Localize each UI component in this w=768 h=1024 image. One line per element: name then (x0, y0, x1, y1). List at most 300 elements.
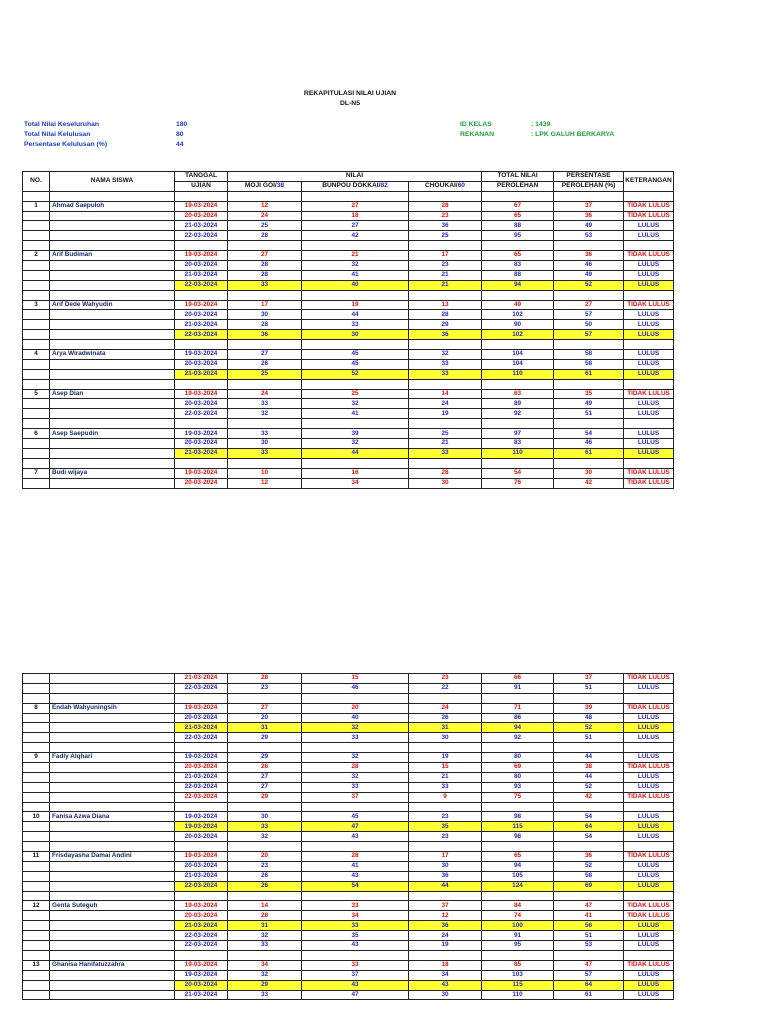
percentage-score: 49 (554, 270, 624, 280)
student-number (23, 683, 50, 693)
empty-cell (302, 842, 409, 852)
moji-goi-score: 23 (228, 683, 302, 693)
student-name (50, 270, 175, 280)
choukai-score: 18 (409, 960, 482, 970)
percentage-score: 42 (554, 478, 624, 488)
empty-cell (175, 379, 228, 389)
remark: LULUS (624, 822, 674, 832)
spacer-row (23, 290, 674, 300)
total-score: 124 (482, 881, 554, 891)
remark: TIDAK LULUS (624, 389, 674, 399)
exam-date: 21-03-2024 (175, 674, 228, 684)
remark: LULUS (624, 772, 674, 782)
student-name (50, 231, 175, 241)
exam-date: 22-03-2024 (175, 330, 228, 340)
total-score: 69 (482, 763, 554, 773)
info-total-label: Total Nilai Keseluruhan (24, 121, 100, 128)
student-number: 13 (23, 960, 50, 970)
choukai-score: 17 (409, 251, 482, 261)
bunpou-dokkai-score: 47 (302, 990, 409, 1000)
empty-cell (409, 290, 482, 300)
choukai-score: 23 (409, 812, 482, 822)
empty-cell (228, 891, 302, 901)
choukai-score: 22 (409, 683, 482, 693)
choukai-score: 21 (409, 270, 482, 280)
percentage-score: 51 (554, 931, 624, 941)
moji-goi-score: 26 (228, 881, 302, 891)
remark: LULUS (624, 261, 674, 271)
student-number (23, 439, 50, 449)
empty-cell (23, 191, 50, 201)
bunpou-dokkai-score: 21 (302, 251, 409, 261)
student-number (23, 359, 50, 369)
percentage-score: 46 (554, 261, 624, 271)
bunpou-dokkai-score: 44 (302, 310, 409, 320)
empty-cell (23, 950, 50, 960)
table-row (23, 881, 674, 891)
student-number (23, 330, 50, 340)
remark: TIDAK LULUS (624, 201, 674, 211)
empty-cell (554, 340, 624, 350)
info-percent-label: Persentase Kelulusan (%) (24, 141, 108, 148)
bunpou-dokkai-score: 34 (302, 478, 409, 488)
bunpou-dokkai-score: 32 (302, 439, 409, 449)
exam-date: 21-03-2024 (175, 723, 228, 733)
percentage-score: 58 (554, 871, 624, 881)
student-name: Fanisa Azwa Diana (50, 812, 175, 822)
student-number (23, 369, 50, 379)
bunpou-dokkai-score: 41 (302, 409, 409, 419)
exam-date: 21-03-2024 (175, 921, 228, 931)
bunpou-dokkai-score: 28 (302, 852, 409, 862)
exam-date: 19-03-2024 (175, 703, 228, 713)
student-number: 3 (23, 300, 50, 310)
choukai-score: 19 (409, 753, 482, 763)
percentage-score: 64 (554, 980, 624, 990)
empty-cell (302, 950, 409, 960)
student-number: 2 (23, 251, 50, 261)
total-score: 83 (482, 261, 554, 271)
bunpou-dokkai-score: 27 (302, 221, 409, 231)
remark: LULUS (624, 861, 674, 871)
exam-date: 22-03-2024 (175, 941, 228, 951)
percentage-score: 54 (554, 832, 624, 842)
percentage-score: 56 (554, 921, 624, 931)
student-name (50, 330, 175, 340)
total-score: 49 (482, 300, 554, 310)
choukai-score: 29 (409, 320, 482, 330)
table-row (23, 201, 674, 211)
empty-cell (409, 379, 482, 389)
student-name (50, 310, 175, 320)
bunpou-dokkai-score: 44 (302, 448, 409, 458)
table-row (23, 310, 674, 320)
bunpou-dokkai-score: 33 (302, 901, 409, 911)
moji-goi-score: 29 (228, 792, 302, 802)
moji-goi-score: 34 (228, 960, 302, 970)
bunpou-dokkai-score: 43 (302, 980, 409, 990)
empty-cell (409, 191, 482, 201)
choukai-score: 36 (409, 330, 482, 340)
exam-date: 20-03-2024 (175, 399, 228, 409)
empty-cell (624, 191, 674, 201)
bunpou-dokkai-score: 39 (302, 429, 409, 439)
student-name (50, 941, 175, 951)
col-header-percent-obtained: PEROLEHAN (%) (554, 181, 624, 191)
choukai-score: 37 (409, 901, 482, 911)
percentage-score: 37 (554, 201, 624, 211)
total-score: 67 (482, 201, 554, 211)
moji-goi-score: 25 (228, 369, 302, 379)
student-number: 5 (23, 389, 50, 399)
percentage-score: 58 (554, 359, 624, 369)
empty-cell (175, 191, 228, 201)
table-row (23, 270, 674, 280)
choukai-score: 23 (409, 832, 482, 842)
table-row (23, 429, 674, 439)
table-row (23, 980, 674, 990)
empty-cell (23, 743, 50, 753)
exam-date: 20-03-2024 (175, 310, 228, 320)
moji-goi-score: 27 (228, 772, 302, 782)
exam-date: 20-03-2024 (175, 980, 228, 990)
student-name (50, 832, 175, 842)
empty-cell (554, 379, 624, 389)
remark: LULUS (624, 990, 674, 1000)
student-name: Arif Budiman (50, 251, 175, 261)
empty-cell (302, 891, 409, 901)
student-name (50, 439, 175, 449)
percentage-score: 49 (554, 221, 624, 231)
choukai-score: 15 (409, 763, 482, 773)
empty-cell (624, 458, 674, 468)
exam-date: 22-03-2024 (175, 231, 228, 241)
remark: LULUS (624, 723, 674, 733)
remark: TIDAK LULUS (624, 478, 674, 488)
choukai-score: 24 (409, 931, 482, 941)
student-number (23, 832, 50, 842)
info-pass-value: 80 (176, 131, 184, 138)
student-number (23, 448, 50, 458)
percentage-score: 41 (554, 911, 624, 921)
choukai-score: 9 (409, 792, 482, 802)
student-number (23, 782, 50, 792)
info-class-label: ID KELAS (460, 121, 492, 128)
empty-cell (50, 379, 175, 389)
moji-goi-score: 32 (228, 409, 302, 419)
table-row (23, 753, 674, 763)
empty-cell (624, 693, 674, 703)
empty-cell (175, 419, 228, 429)
table-row (23, 763, 674, 773)
table-row (23, 713, 674, 723)
student-name (50, 970, 175, 980)
moji-goi-score: 28 (228, 270, 302, 280)
empty-cell (554, 241, 624, 251)
student-name: Endah Wahyuningsih (50, 703, 175, 713)
total-score: 80 (482, 772, 554, 782)
empty-cell (175, 693, 228, 703)
bunpou-dokkai-score: 32 (302, 261, 409, 271)
choukai-score: 30 (409, 990, 482, 1000)
remark: TIDAK LULUS (624, 960, 674, 970)
moji-goi-score: 33 (228, 429, 302, 439)
bunpou-dokkai-score: 45 (302, 350, 409, 360)
total-score: 115 (482, 980, 554, 990)
empty-cell (228, 743, 302, 753)
choukai-score: 19 (409, 941, 482, 951)
exam-date: 21-03-2024 (175, 448, 228, 458)
choukai-score: 24 (409, 703, 482, 713)
choukai-score: 21 (409, 439, 482, 449)
exam-date: 20-03-2024 (175, 832, 228, 842)
bunpou-dokkai-score: 32 (302, 772, 409, 782)
table-row (23, 990, 674, 1000)
choukai-score: 33 (409, 369, 482, 379)
student-name (50, 792, 175, 802)
col-header-no: NO. (23, 172, 50, 192)
remark: LULUS (624, 753, 674, 763)
table-row (23, 832, 674, 842)
total-score: 83 (482, 439, 554, 449)
empty-cell (482, 842, 554, 852)
total-score: 94 (482, 861, 554, 871)
remark: LULUS (624, 683, 674, 693)
empty-cell (409, 340, 482, 350)
percentage-score: 44 (554, 753, 624, 763)
moji-goi-score: 33 (228, 448, 302, 458)
empty-cell (302, 419, 409, 429)
student-name (50, 320, 175, 330)
table-row (23, 861, 674, 871)
choukai-score: 21 (409, 280, 482, 290)
moji-goi-score: 30 (228, 310, 302, 320)
moji-goi-score: 29 (228, 733, 302, 743)
percentage-score: 54 (554, 429, 624, 439)
remark: LULUS (624, 231, 674, 241)
exam-date: 20-03-2024 (175, 261, 228, 271)
bunpou-dokkai-score: 42 (302, 231, 409, 241)
total-score: 94 (482, 280, 554, 290)
remark: LULUS (624, 921, 674, 931)
total-score: 89 (482, 399, 554, 409)
moji-goi-score: 27 (228, 703, 302, 713)
exam-date: 21-03-2024 (175, 221, 228, 231)
choukai-score: 13 (409, 300, 482, 310)
student-number (23, 733, 50, 743)
total-score: 76 (482, 478, 554, 488)
bunpou-dokkai-score: 52 (302, 369, 409, 379)
moji-goi-score: 30 (228, 439, 302, 449)
choukai-score: 23 (409, 261, 482, 271)
percentage-score: 37 (554, 674, 624, 684)
student-name: Fadly Alqhari (50, 753, 175, 763)
percentage-score: 49 (554, 399, 624, 409)
table-row (23, 359, 674, 369)
remark: TIDAK LULUS (624, 300, 674, 310)
table-row (23, 409, 674, 419)
total-score: 75 (482, 792, 554, 802)
empty-cell (302, 379, 409, 389)
empty-cell (624, 950, 674, 960)
student-name (50, 911, 175, 921)
total-score: 86 (482, 713, 554, 723)
empty-cell (23, 693, 50, 703)
empty-cell (228, 290, 302, 300)
empty-cell (228, 802, 302, 812)
student-name (50, 733, 175, 743)
percentage-score: 52 (554, 861, 624, 871)
empty-cell (23, 891, 50, 901)
percentage-score: 52 (554, 280, 624, 290)
percentage-score: 46 (554, 439, 624, 449)
percentage-score: 30 (554, 468, 624, 478)
empty-cell (50, 950, 175, 960)
student-number: 7 (23, 468, 50, 478)
moji-goi-score: 29 (228, 980, 302, 990)
empty-cell (302, 693, 409, 703)
total-score: 95 (482, 941, 554, 951)
empty-cell (482, 290, 554, 300)
moji-goi-score: 33 (228, 399, 302, 409)
remark: TIDAK LULUS (624, 792, 674, 802)
empty-cell (482, 340, 554, 350)
empty-cell (554, 693, 624, 703)
total-score: 98 (482, 812, 554, 822)
table-row (23, 399, 674, 409)
bunpou-dokkai-score: 40 (302, 280, 409, 290)
choukai-score: 28 (409, 468, 482, 478)
empty-cell (228, 950, 302, 960)
total-score: 95 (482, 231, 554, 241)
percentage-score: 35 (554, 389, 624, 399)
empty-cell (175, 290, 228, 300)
choukai-score: 43 (409, 980, 482, 990)
total-score: 102 (482, 310, 554, 320)
moji-goi-score: 27 (228, 350, 302, 360)
empty-cell (409, 458, 482, 468)
empty-cell (482, 241, 554, 251)
exam-date: 22-03-2024 (175, 792, 228, 802)
bunpou-dokkai-score: 33 (302, 320, 409, 330)
bunpou-dokkai-score: 43 (302, 871, 409, 881)
student-number (23, 772, 50, 782)
remark: LULUS (624, 369, 674, 379)
exam-date: 19-03-2024 (175, 300, 228, 310)
student-name (50, 280, 175, 290)
bunpou-dokkai-score: 45 (302, 812, 409, 822)
percentage-score: 48 (554, 713, 624, 723)
exam-date: 22-03-2024 (175, 931, 228, 941)
table-row (23, 723, 674, 733)
percentage-score: 61 (554, 369, 624, 379)
empty-cell (175, 458, 228, 468)
table-row (23, 970, 674, 980)
choukai-score: 36 (409, 871, 482, 881)
exam-date: 19-03-2024 (175, 429, 228, 439)
empty-cell (50, 802, 175, 812)
empty-cell (409, 419, 482, 429)
table-row (23, 921, 674, 931)
total-score: 97 (482, 429, 554, 439)
student-number (23, 478, 50, 488)
student-number (23, 763, 50, 773)
percentage-score: 61 (554, 990, 624, 1000)
moji-goi-score: 33 (228, 280, 302, 290)
exam-results-table-page2 (22, 673, 674, 1000)
choukai-score: 36 (409, 921, 482, 931)
student-name (50, 399, 175, 409)
col-header-total: TOTAL NILAI (482, 172, 554, 182)
exam-date: 22-03-2024 (175, 409, 228, 419)
empty-cell (409, 891, 482, 901)
empty-cell (23, 458, 50, 468)
table-row (23, 911, 674, 921)
remark: LULUS (624, 399, 674, 409)
bunpou-dokkai-score: 16 (302, 468, 409, 478)
empty-cell (624, 290, 674, 300)
student-name (50, 713, 175, 723)
student-number: 9 (23, 753, 50, 763)
remark: LULUS (624, 270, 674, 280)
moji-goi-score: 24 (228, 389, 302, 399)
student-name (50, 359, 175, 369)
exam-results-table-page1 (22, 171, 674, 489)
table-row (23, 703, 674, 713)
empty-cell (554, 458, 624, 468)
remark: LULUS (624, 310, 674, 320)
spacer-row (23, 743, 674, 753)
moji-goi-score: 32 (228, 970, 302, 980)
choukai-score: 33 (409, 448, 482, 458)
student-name (50, 763, 175, 773)
student-name: Arya Wiradwinata (50, 350, 175, 360)
table-row (23, 733, 674, 743)
empty-cell (624, 891, 674, 901)
remark: LULUS (624, 221, 674, 231)
student-name (50, 448, 175, 458)
exam-date: 19-03-2024 (175, 753, 228, 763)
choukai-score: 30 (409, 861, 482, 871)
total-score: 71 (482, 703, 554, 713)
moji-goi-score: 23 (228, 861, 302, 871)
student-number (23, 261, 50, 271)
empty-cell (554, 191, 624, 201)
moji-goi-score: 12 (228, 478, 302, 488)
bunpou-dokkai-score: 19 (302, 300, 409, 310)
moji-goi-score: 12 (228, 201, 302, 211)
empty-cell (50, 241, 175, 251)
empty-cell (175, 891, 228, 901)
remark: LULUS (624, 832, 674, 842)
empty-cell (409, 950, 482, 960)
empty-cell (175, 842, 228, 852)
table-row (23, 350, 674, 360)
student-name (50, 990, 175, 1000)
student-number (23, 911, 50, 921)
table-row (23, 280, 674, 290)
student-number: 4 (23, 350, 50, 360)
student-name (50, 782, 175, 792)
exam-date: 19-03-2024 (175, 822, 228, 832)
percentage-score: 53 (554, 941, 624, 951)
moji-goi-score: 25 (228, 221, 302, 231)
moji-goi-score: 32 (228, 931, 302, 941)
bunpou-dokkai-score: 45 (302, 359, 409, 369)
table-row (23, 772, 674, 782)
student-name (50, 980, 175, 990)
student-number (23, 941, 50, 951)
